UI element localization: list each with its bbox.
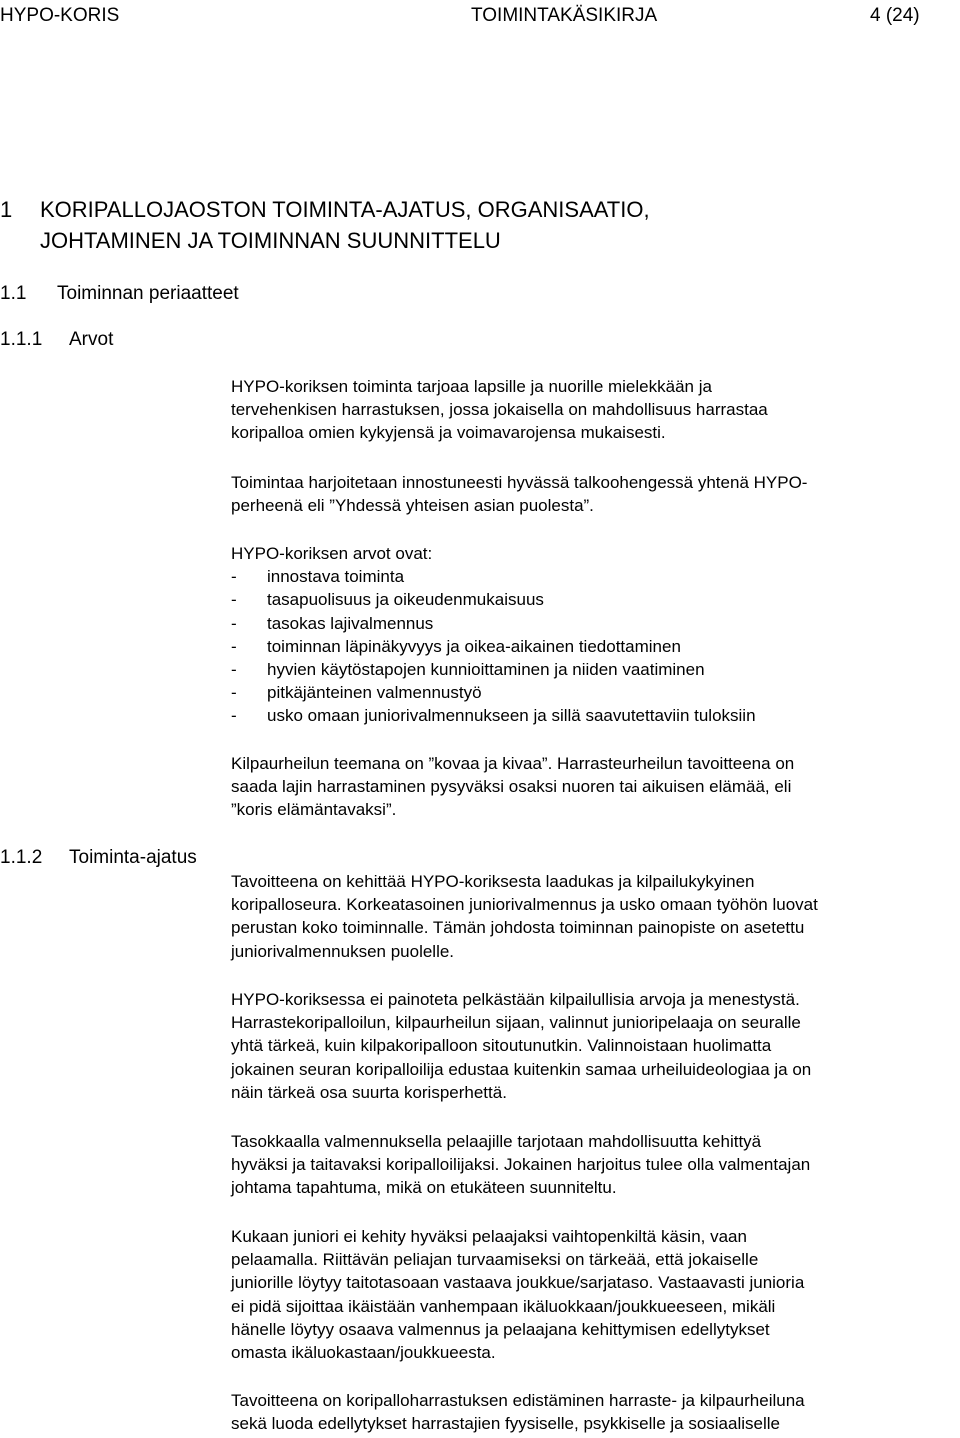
list-item	[231, 658, 960, 681]
header-document-title: TOIMINTAKÄSIKIRJA	[471, 5, 658, 26]
list-item	[231, 612, 960, 635]
text-line: juniorille löytyy taitotasoaan vastaava joukkue/sarjataso. Vastaavasti junioria	[231, 1273, 805, 1293]
list-item	[231, 681, 960, 704]
header-org-name: HYPO-KORIS	[0, 5, 120, 26]
list-item-text: tasapuolisuus ja oikeudenmukaisuus	[267, 590, 544, 610]
text-line: johtama tapahtuma, mikä on etukäteen suunniteltu.	[231, 1178, 617, 1198]
paragraph	[231, 471, 960, 517]
paragraph	[231, 752, 960, 822]
text-line: hänelle löytyy osaava valmennus ja pelaajana kehittymisen edellytykset	[231, 1319, 770, 1339]
text-line: näin tärkeä osa suurta korisperhettä.	[231, 1082, 507, 1102]
text-line: hyväksi ja taitavaksi koripalloilijaksi. Jokainen harjoitus tulee olla valmentajan	[231, 1155, 811, 1175]
text-line: juniorivalmennuksen puolelle.	[231, 941, 455, 961]
section-1-number: 1	[0, 197, 13, 222]
text-line: perheenä eli ”Yhdessä yhteisen asian puolesta”.	[231, 496, 594, 516]
section-1-1-2-body	[231, 1130, 960, 1200]
values-intro: HYPO-koriksen arvot ovat:	[231, 544, 433, 563]
section-1-1-1-body	[231, 375, 960, 445]
list-dash: -	[231, 590, 237, 610]
list-item	[231, 565, 960, 588]
paragraph	[231, 870, 960, 963]
section-1-1-1-number: 1.1.1	[0, 329, 43, 350]
section-1-1-2-body	[231, 988, 960, 1104]
section-1-1-1-closing	[231, 752, 960, 822]
page-header	[0, 3, 960, 29]
text-line: HYPO-koriksen toiminta tarjoaa lapsille ja nuorille mielekkään ja	[231, 377, 712, 396]
text-line: omasta ikäluokastaan/joukkueesta.	[231, 1343, 496, 1363]
section-1-1-title: Toiminnan periaatteet	[57, 283, 239, 304]
section-1-title-line: JOHTAMINEN JA TOIMINNAN SUUNNITTELU	[40, 228, 501, 253]
text-line: Tavoitteena on kehittää HYPO-koriksesta laadukas ja kilpailukykyinen	[231, 872, 755, 891]
paragraph	[231, 375, 960, 445]
text-line: koripalloa omien kykyjensä ja voimavarojensa mukaisesti.	[231, 423, 666, 443]
paragraph	[231, 988, 960, 1104]
list-item-text: innostava toiminta	[267, 567, 405, 587]
list-dash: -	[231, 683, 237, 703]
list-item	[231, 635, 960, 658]
section-1-1-number: 1.1	[0, 283, 27, 304]
text-line: Tavoitteena on koripalloharrastuksen edistäminen harraste- ja kilpaurheiluna	[231, 1391, 805, 1410]
list-item-text: tasokas lajivalmennus	[267, 613, 434, 633]
text-line: Tasokkaalla valmennuksella pelaajille tarjotaan mahdollisuutta kehittyä	[231, 1132, 762, 1151]
text-line: pelaamalla. Riittävän peliajan turvaamiseksi on tärkeää, että jokaiselle	[231, 1250, 759, 1270]
section-1-1-2-body	[231, 1389, 960, 1435]
text-line: Toimintaa harjoitetaan innostuneesti hyvässä talkoohengessä yhtenä HYPO-	[231, 473, 808, 492]
text-line: tervehenkisen harrastuksen, jossa jokaisella on mahdollisuus harrastaa	[231, 400, 768, 420]
text-line: Kukaan juniori ei kehity hyväksi pelaajaksi vaihtopenkiltä käsin, vaan	[231, 1227, 747, 1246]
text-line: Kilpaurheilun teemana on ”kovaa ja kivaa”. Harrasteurheilun tavoitteena on	[231, 754, 795, 773]
list-dash: -	[231, 660, 237, 680]
values-list	[231, 565, 960, 727]
text-line: jokainen seuran koripalloilija edustaa kuitenkin samaa urheiluideologiaa ja on	[231, 1059, 812, 1079]
list-item-text: hyvien käytöstapojen kunnioittaminen ja niiden vaatiminen	[267, 660, 705, 680]
list-dash: -	[231, 636, 237, 656]
list-item	[231, 704, 960, 727]
text-line: Harrastekoripalloilun, kilpaurheilun sijaan, valinnut junioripelaaja on seuralle	[231, 1013, 801, 1033]
list-dash: -	[231, 706, 237, 726]
list-dash: -	[231, 567, 237, 587]
values-block	[231, 542, 960, 728]
list-item-text: pitkäjänteinen valmennustyö	[267, 683, 482, 703]
text-line: ei pidä sijoittaa ikäistään vanhempaan ikäluokkaan/joukkueeseen, mikäli	[231, 1296, 776, 1316]
section-1-1-2-title: Toiminta-ajatus	[69, 847, 197, 868]
section-1-1-2-body	[231, 1225, 960, 1364]
text-line: saada lajin harrastaminen pysyväksi osaksi nuoren tai aikuisen elämää, eli	[231, 777, 792, 797]
paragraph	[231, 1130, 960, 1200]
list-dash: -	[231, 613, 237, 633]
section-1-1-2-body	[231, 870, 960, 963]
list-item	[231, 588, 960, 611]
section-1-title	[40, 194, 940, 256]
section-1-1-2-number: 1.1.2	[0, 847, 43, 868]
text-line: koripalloseura. Korkeatasoinen juniorivalmennus ja usko omaan työhön luovat	[231, 895, 818, 915]
header-page-number: 4 (24)	[870, 5, 920, 26]
text-line: perustan koko toiminnalle. Tämän johdosta toiminnan painopiste on asetettu	[231, 918, 805, 938]
text-line: ”koris elämäntavaksi”.	[231, 800, 397, 820]
paragraph	[231, 1225, 960, 1364]
text-line: sekä luoda edellytykset harrastajien fyysiselle, psykkiselle ja sosiaaliselle	[231, 1414, 780, 1434]
text-line: yhtä tärkeä, kuin kilpakoripalloon sitoutunutkin. Valinnoistaan huolimatta	[231, 1036, 772, 1056]
section-1-1-1-body	[231, 471, 960, 517]
section-1-title-line: KORIPALLOJAOSTON TOIMINTA-AJATUS, ORGANISAATIO,	[40, 197, 650, 222]
text-line: HYPO-koriksessa ei painoteta pelkästään kilpailullisia arvoja ja menestystä.	[231, 990, 800, 1009]
section-1-1-1-title: Arvot	[69, 329, 114, 350]
list-item-text: toiminnan läpinäkyvyys ja oikea-aikainen tiedottaminen	[267, 636, 681, 656]
paragraph	[231, 1389, 960, 1435]
list-item-text: usko omaan juniorivalmennukseen ja sillä saavutettaviin tuloksiin	[267, 706, 756, 726]
